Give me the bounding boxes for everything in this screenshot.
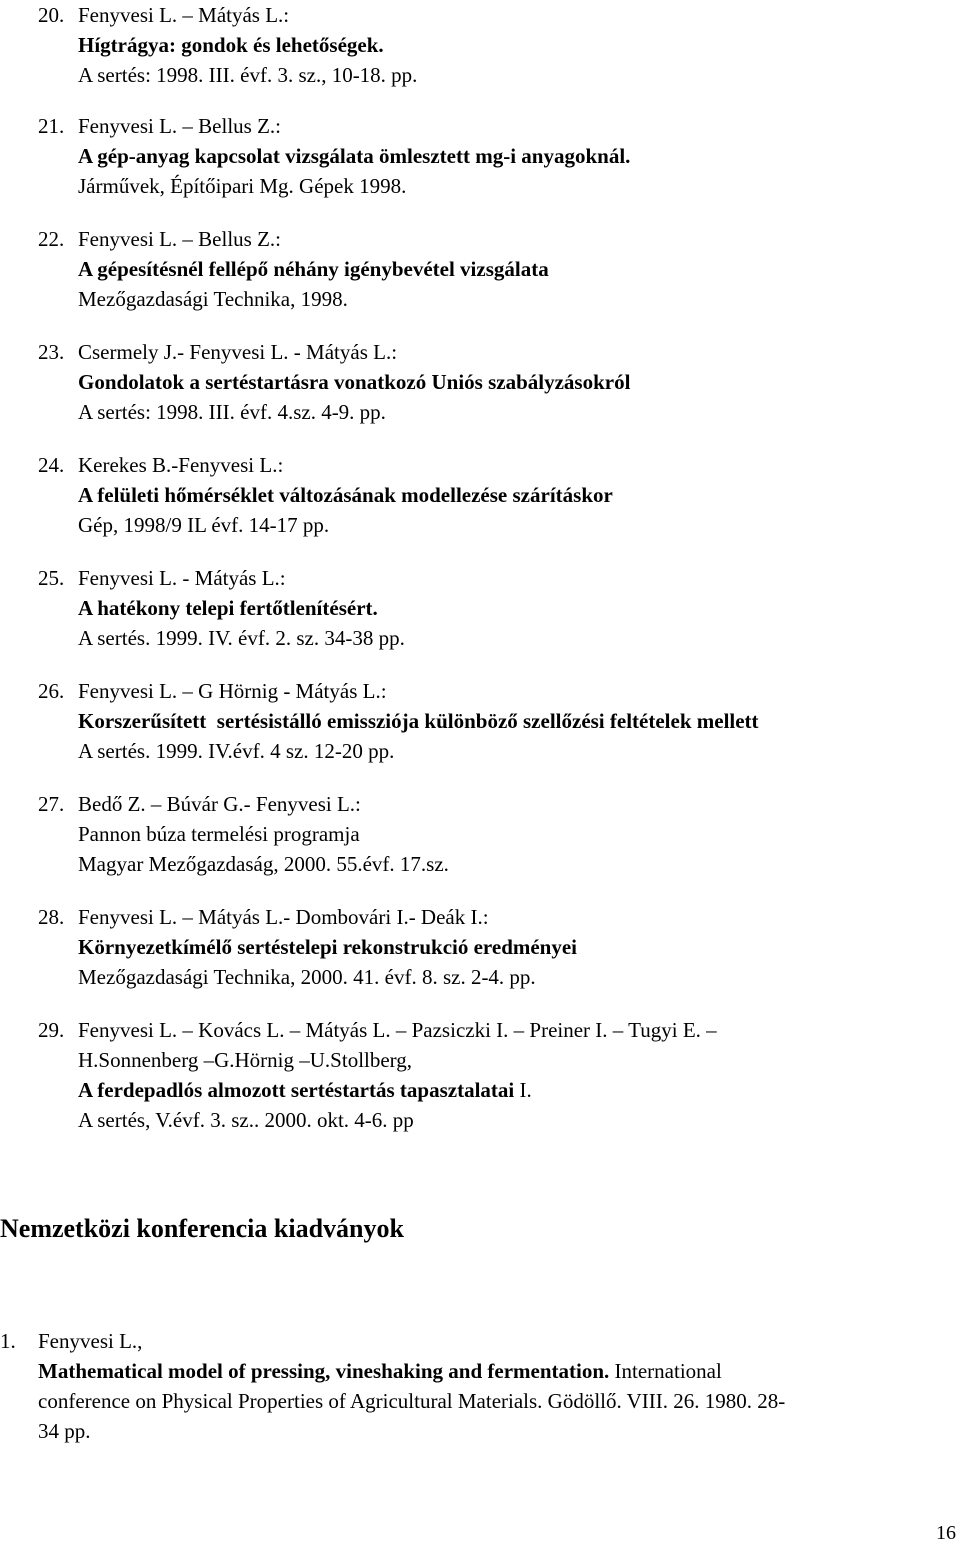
entry-source: A sertés: 1998. III. évf. 3. sz., 10-18. pp. <box>78 63 418 87</box>
conference-entry-1 <box>0 1326 945 1446</box>
entry-authors: Bedő Z. – Búvár G.- Fenyvesi L.: <box>78 792 361 816</box>
entry-source-part-1: International <box>609 1359 722 1383</box>
entry-authors: Fenyvesi L. - Mátyás L.: <box>78 566 286 590</box>
entry-authors: Fenyvesi L. – Kovács L. – Mátyás L. – Pazsiczki I. – Preiner I. – Tugyi E. – <box>78 1018 717 1042</box>
entry-title: A gép-anyag kapcsolat vizsgálata ömlesztett mg-i anyagoknál. <box>78 144 631 168</box>
entry-source: A sertés. 1999. IV.évf. 4 sz. 12-20 pp. <box>78 739 395 763</box>
entry-source-part-2: conference on Physical Properties of Agricultural Materials. Gödöllő. VIII. 26. 1980. 28- <box>38 1389 786 1413</box>
entry-number: 23. <box>38 340 65 364</box>
entry-source: Gép, 1998/9 IL évf. 14-17 pp. <box>78 513 330 537</box>
entry-number: 22. <box>38 227 65 251</box>
reference-entry-22 <box>38 224 938 314</box>
reference-entry-24 <box>38 450 938 540</box>
entry-authors-continued: H.Sonnenberg –G.Hörnig –U.Stollberg, <box>78 1048 413 1072</box>
entry-number: 21. <box>38 114 65 138</box>
entry-authors: Kerekes B.-Fenyvesi L.: <box>78 453 284 477</box>
entry-source: A sertés. 1999. IV. évf. 2. sz. 34-38 pp. <box>78 626 405 650</box>
reference-entry-25 <box>38 563 938 653</box>
entry-source: A sertés: 1998. III. évf. 4.sz. 4-9. pp. <box>78 400 386 424</box>
entry-number: 28. <box>38 905 65 929</box>
reference-entry-21 <box>38 111 938 201</box>
entry-title: Hígtrágya: gondok és lehetőségek. <box>78 33 384 57</box>
entry-authors: Fenyvesi L. – Bellus Z.: <box>78 114 281 138</box>
entry-authors: Csermely J.- Fenyvesi L. - Mátyás L.: <box>78 340 398 364</box>
entry-authors: Fenyvesi L. – Mátyás L.: <box>78 3 290 27</box>
entry-title: A felületi hőmérséklet változásának modellezése szárításkor <box>78 483 613 507</box>
reference-entry-28 <box>38 902 938 992</box>
entry-number: 29. <box>38 1018 65 1042</box>
entry-number: 25. <box>38 566 65 590</box>
entry-title: A hatékony telepi fertőtlenítésért. <box>78 596 378 620</box>
entry-authors: Fenyvesi L. – Bellus Z.: <box>78 227 281 251</box>
entry-source: Járművek, Építőipari Mg. Gépek 1998. <box>78 174 407 198</box>
entry-title: Pannon búza termelési programja <box>78 822 360 846</box>
entry-number: 26. <box>38 679 65 703</box>
entry-title: Korszerűsített sertésistálló emissziója különböző szellőzési feltételek mellett <box>78 709 759 733</box>
entry-number: 20. <box>38 3 65 27</box>
entry-title: Környezetkímélő sertéstelepi rekonstrukció eredményei <box>78 935 578 959</box>
entry-authors: Fenyvesi L. – Mátyás L.- Dombovári I.- Deák I.: <box>78 905 489 929</box>
entry-number: 1. <box>0 1329 16 1353</box>
entry-number: 24. <box>38 453 65 477</box>
entry-title: A gépesítésnél fellépő néhány igénybevétel vizsgálata <box>78 257 549 281</box>
reference-entry-26 <box>38 676 938 766</box>
reference-entry-23 <box>38 337 938 427</box>
entry-source-part-3: 34 pp. <box>38 1419 91 1443</box>
entry-title-suffix: I. <box>514 1078 532 1102</box>
reference-entry-20 <box>38 0 938 90</box>
entry-title: Gondolatok a sertéstartásra vonatkozó Uniós szabályzásokról <box>78 370 631 394</box>
reference-entry-29 <box>38 1015 938 1135</box>
entry-number: 27. <box>38 792 65 816</box>
section-heading: Nemzetközi konferencia kiadványok <box>0 1214 404 1243</box>
entry-title: Mathematical model of pressing, vineshaking and fermentation. <box>38 1359 610 1383</box>
entry-source: A sertés, V.évf. 3. sz.. 2000. okt. 4-6. pp <box>78 1108 414 1132</box>
entry-title: A ferdepadlós almozott sertéstartás tapasztalatai <box>78 1078 515 1102</box>
entry-source: Mezőgazdasági Technika, 1998. <box>78 287 348 311</box>
entry-authors: Fenyvesi L., <box>38 1329 143 1353</box>
entry-source: Mezőgazdasági Technika, 2000. 41. évf. 8. sz. 2-4. pp. <box>78 965 536 989</box>
reference-entry-27 <box>38 789 938 879</box>
entry-source: Magyar Mezőgazdaság, 2000. 55.évf. 17.sz. <box>78 852 449 876</box>
page-number: 16 <box>936 1522 956 1544</box>
entry-authors: Fenyvesi L. – G Hörnig - Mátyás L.: <box>78 679 387 703</box>
